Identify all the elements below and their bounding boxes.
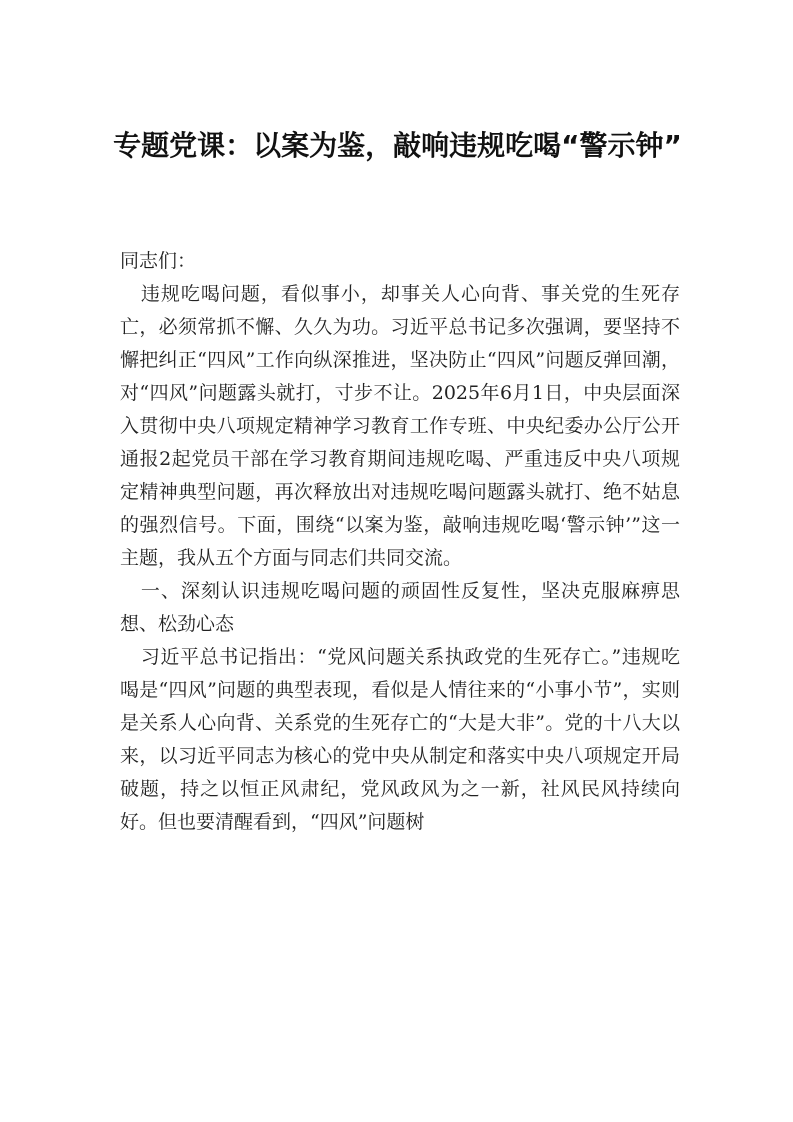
document-body <box>120 245 680 839</box>
section-heading-1: 一、深刻认识违规吃喝问题的顽固性反复性，坚决克服麻痹思想、松劲心态 <box>120 580 680 635</box>
intro-paragraph: 违规吃喝问题，看似事小，却事关人心向背、事关党的生死存亡，必须常抓不懈、久久为功。习近平总书记多次强调，要坚持不懈把纠正“四风”工作向纵深推进，坚决防止“四风”问题反弹回潮，对“四风”问题露头就打，寸步不让。2025年6月1日，中央层面深入贯彻中央八项规定精神学习教育工作专班、中央纪委办公厅公开通报2起党员干部在学习教育期间违规吃喝、严重违反中央八项规定精神典型问题，再次释放出对违规吃喝问题露头就打、绝不姑息的强烈信号。下面，围绕“以案为鉴，敲响违规吃喝‘警示钟’”这一主题，我从五个方面与同志们共同交流。 <box>120 283 680 569</box>
section-paragraph-1: 习近平总书记指出：“党风问题关系执政党的生死存亡。”违规吃喝是“四风”问题的典型表现，看似是人情往来的“小事小节”，实则是关系人心向背、关系党的生死存亡的“大是大非”。党的十八大以来，以习近平同志为核心的党中央从制定和落实中央八项规定开局破题，持之以恒正风肃纪，党风政风为之一新，社风民风持续向好。但也要清醒看到，“四风”问题树 <box>120 646 680 833</box>
salutation: 同志们： <box>120 250 197 272</box>
document-title: 专题党课：以案为鉴，敲响违规吃喝“警示钟” <box>113 129 682 162</box>
